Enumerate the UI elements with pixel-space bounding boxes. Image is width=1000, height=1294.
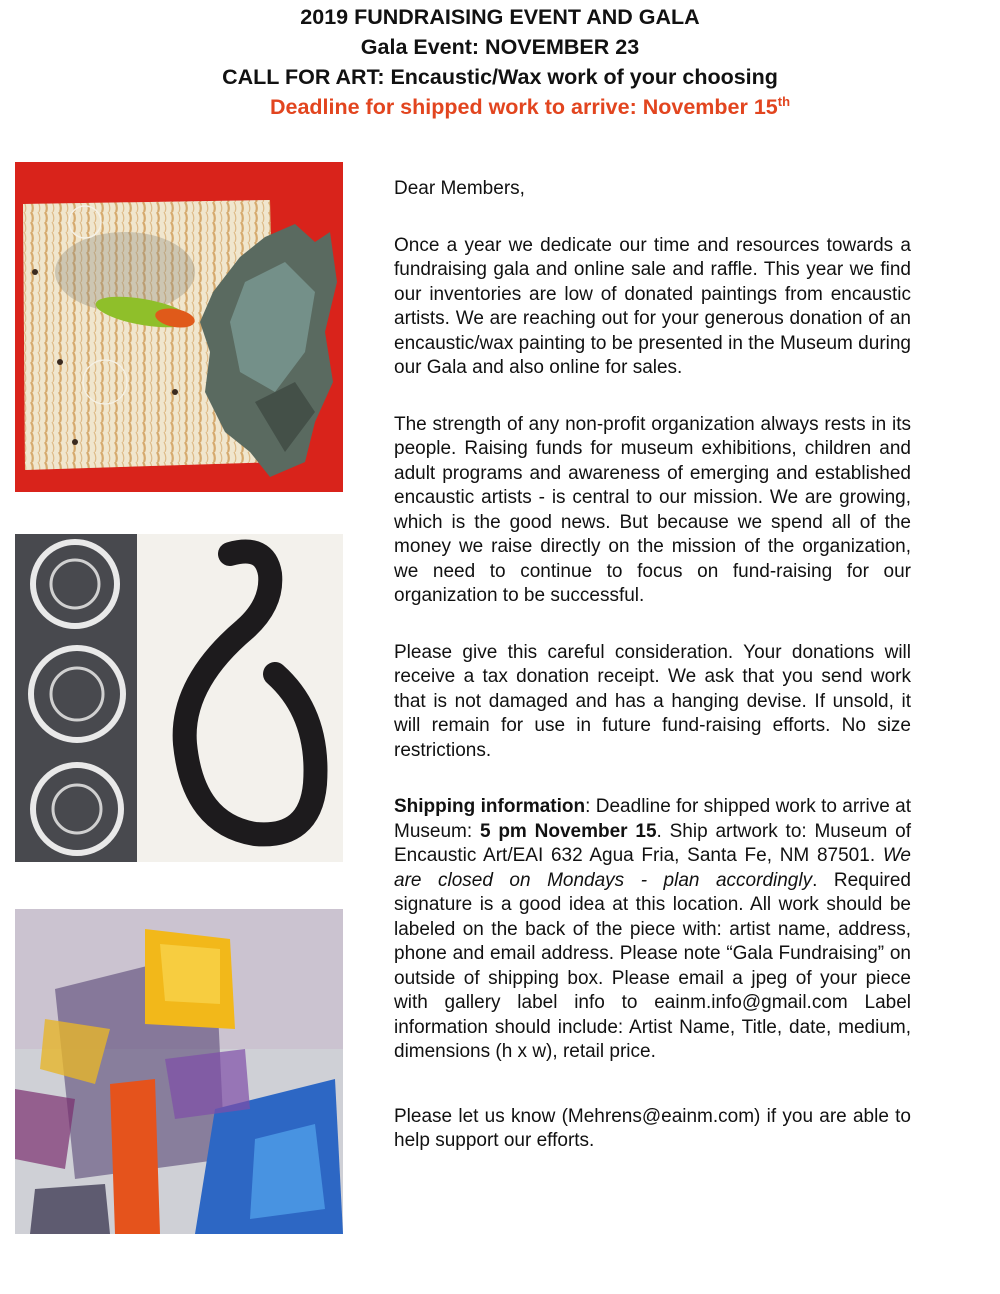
salutation: Dear Members, (394, 178, 525, 199)
deadline-superscript: th (777, 94, 791, 109)
letter-body (394, 177, 911, 1186)
shipping-text-1: : Deadline for shipped work to arrive at Museum: (394, 796, 911, 842)
call-for-art: CALL FOR ART: Encaustic/Wax work of your choosing (222, 65, 778, 89)
paragraph-shipping (394, 795, 911, 1065)
paragraph-mission: The strength of any non-profit organization always rests in its people. Raising funds for museum exhibitions, children and adult programs and awareness of emerging and established encaustic artists - is central to our mission. We are growing, which is the good news. But because we spend all of the money we raise directly on the mission of the organization, we need to continue to focus on fund-raising for our organization to be successful. (394, 413, 911, 606)
deadline-notice (30, 94, 1000, 121)
event-title: 2019 FUNDRAISING EVENT AND GALA (300, 5, 700, 29)
paragraph-intro: Once a year we dedicate our time and resources towards a fundraising gala and online sale and raffle. This year we find our inventories are low of donated paintings from encaustic artists. We are reaching out for your generous donation of an encaustic/wax painting to be presented in the Museum during our Gala and also online for sales. (394, 234, 911, 378)
artwork-red-textile-image (15, 162, 343, 492)
shipping-label: Shipping information (394, 796, 586, 817)
header (0, 4, 1000, 124)
closed-mondays-note: We are closed on Mondays - plan accordingly (394, 845, 911, 891)
artwork-colorful-abstract-image (15, 909, 343, 1234)
artwork-black-circles-image (15, 534, 343, 862)
deadline-text: Deadline for shipped work to arrive: November 15 (269, 95, 778, 119)
paragraph-consideration: Please give this careful consideration. Your donations will receive a tax donation receipt. We ask that you send work that is not damaged and has a hanging devise. If unsold, it will remain for use in future fund-raising efforts. No size restrictions. (394, 641, 911, 761)
shipping-deadline: 5 pm November 15 (479, 820, 657, 842)
paragraph-closing: Please let us know (Mehrens@eainm.com) if you are able to help support our efforts. (394, 1105, 911, 1151)
shipping-text-2: . Ship artwork to: Museum of Encaustic Art/EAI 632 Agua Fria, Santa Fe, NM 87501. (394, 820, 911, 866)
shipping-text-3: . Required signature is a good idea at this location. All work should be labeled on the back of the piece with: artist name, address, phone and email address. Please note “Gala Fundraising” on outside of shipping box. Please email a jpeg of your piece with gallery label info to eainm.info@gmail.com Label information should include: Artist Name, Title, date, medium, dimensions (h x w), retail price. (394, 869, 911, 1062)
gala-date: Gala Event: NOVEMBER 23 (360, 35, 640, 59)
